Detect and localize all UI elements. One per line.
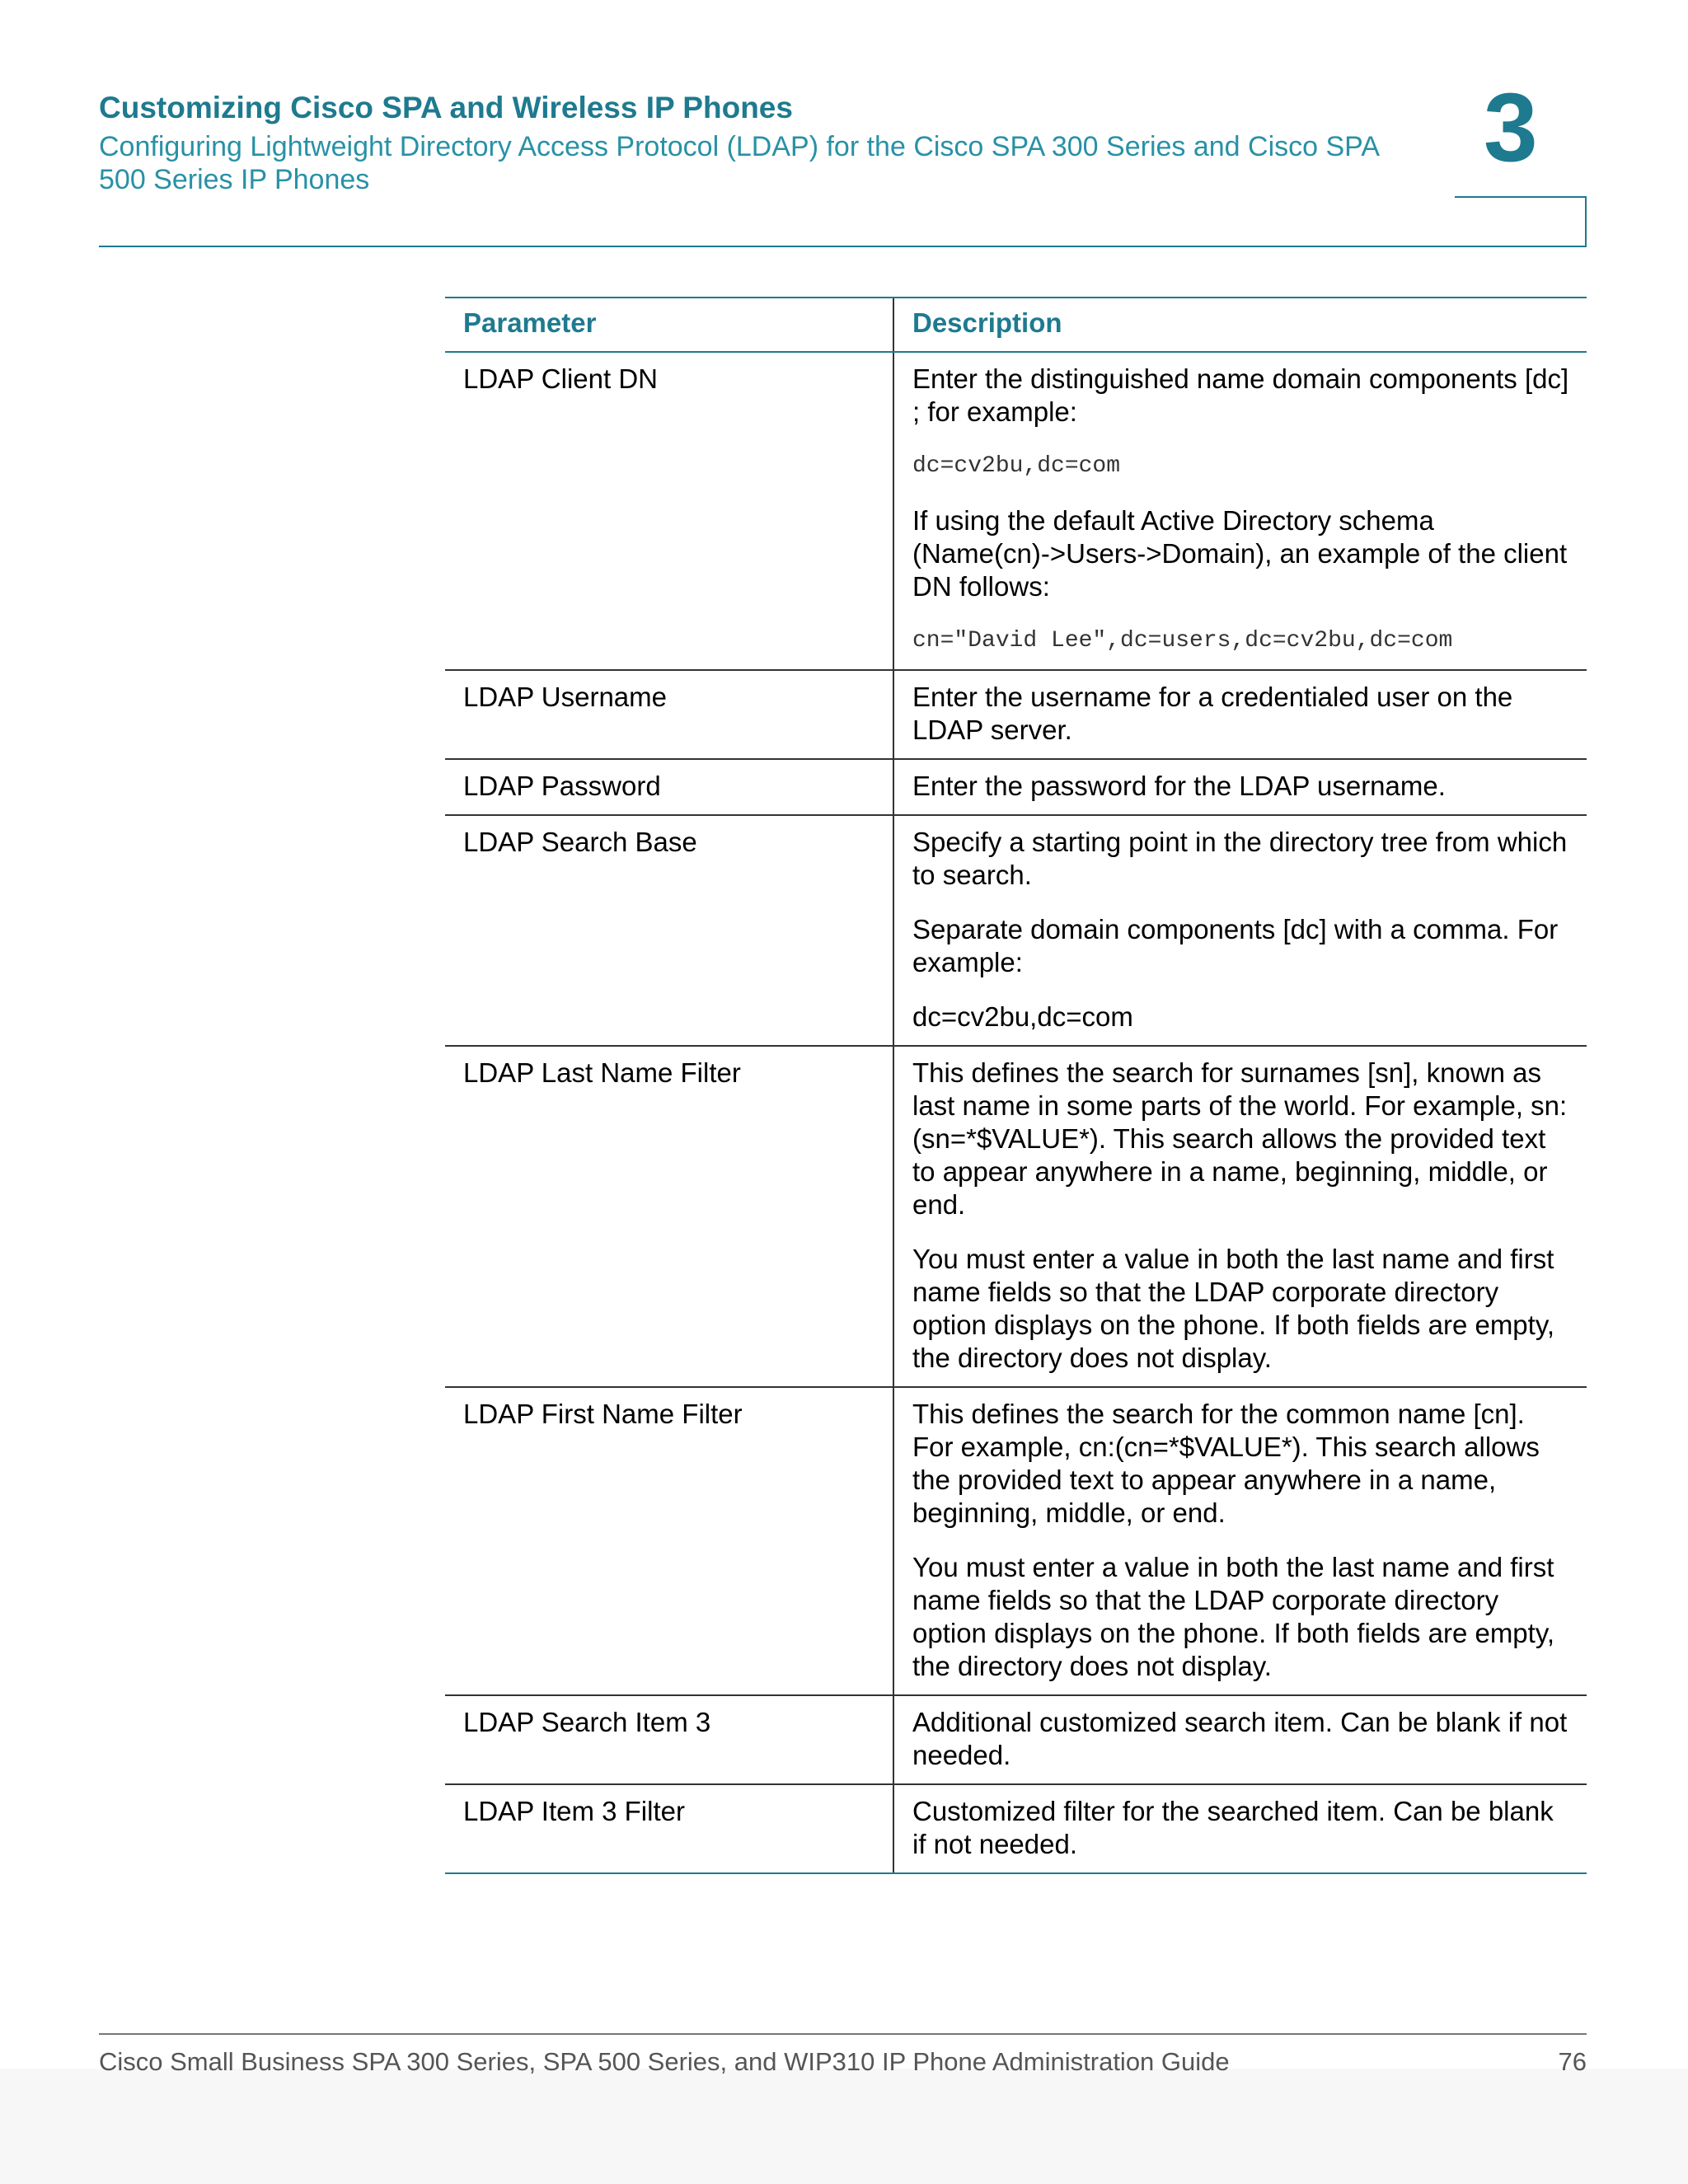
table-row — [445, 759, 1587, 815]
description-paragraph: If using the default Active Directory schema (Name(cn)->Users->Domain), an example of the client DN follows: — [912, 505, 1568, 602]
table-row — [445, 1387, 1587, 1695]
parameter-table — [445, 297, 1587, 1874]
parameter-description — [893, 1046, 1587, 1387]
footer-guide-title: Cisco Small Business SPA 300 Series, SPA 500 Series, and WIP310 IP Phone Administration Guide — [99, 2047, 1230, 2076]
header-divider — [99, 246, 1587, 247]
parameter-description — [893, 1784, 1587, 1873]
parameter-name: LDAP Client DN — [445, 352, 893, 670]
parameter-name: LDAP First Name Filter — [445, 1387, 893, 1695]
description-paragraph: Enter the username for a credentialed user on the LDAP server. — [912, 682, 1513, 745]
description-paragraph: Customized filter for the searched item. Can be blank if not needed. — [912, 1796, 1554, 1859]
description-paragraph: This defines the search for the common name [cn]. For example, cn:(cn=*$VALUE*). This search allows the provided text to appear anywhere in a name, beginning, middle, or end. — [912, 1399, 1540, 1528]
parameter-description — [893, 759, 1587, 815]
section-title: Configuring Lightweight Directory Access Protocol (LDAP) for the Cisco SPA 300 Series and Cisco SPA 500 Series IP Phones — [99, 131, 1379, 195]
description-paragraph: Separate domain components [dc] with a comma. For example: — [912, 914, 1559, 977]
table-row — [445, 815, 1587, 1046]
table-row — [445, 1695, 1587, 1784]
parameter-name: LDAP Search Item 3 — [445, 1695, 893, 1784]
description-paragraph: You must enter a value in both the last name and first name fields so that the LDAP corporate directory option displays on the phone. If both fields are empty, the directory does not display. — [912, 1552, 1555, 1681]
parameter-name: LDAP Username — [445, 670, 893, 759]
table-header-row — [445, 298, 1587, 352]
description-paragraph: This defines the search for surnames [sn], known as last name in some parts of the world. For example, sn:(sn=*$VALUE*). This search allows the provided text to appear anywhere in a name, beginning, middle, or end. — [912, 1057, 1568, 1220]
parameter-name: LDAP Search Base — [445, 815, 893, 1046]
table-row — [445, 352, 1587, 670]
description-paragraph: dc=cv2bu,dc=com — [912, 1001, 1133, 1032]
description-paragraph: Additional customized search item. Can be blank if not needed. — [912, 1707, 1568, 1770]
code-example: cn="David Lee",dc=users,dc=cv2bu,dc=com — [912, 628, 1453, 654]
description-paragraph: Enter the password for the LDAP username. — [912, 771, 1446, 801]
code-example: dc=cv2bu,dc=com — [912, 453, 1121, 479]
parameter-description — [893, 815, 1587, 1046]
chapter-title: Customizing Cisco SPA and Wireless IP Phones — [99, 91, 793, 124]
description-paragraph: Specify a starting point in the directory tree from which to search. — [912, 827, 1568, 890]
chapter-number: 3 — [1484, 73, 1538, 182]
page-number: 76 — [1558, 2047, 1587, 2076]
table-body — [445, 352, 1587, 1873]
parameter-description — [893, 1387, 1587, 1695]
description-paragraph: You must enter a value in both the last name and first name fields so that the LDAP corporate directory option displays on the phone. If both fields are empty, the directory does not display. — [912, 1244, 1555, 1373]
parameter-name: LDAP Item 3 Filter — [445, 1784, 893, 1873]
parameter-name: LDAP Password — [445, 759, 893, 815]
chapter-number-box — [1455, 196, 1587, 246]
parameter-description — [893, 352, 1587, 670]
table-row — [445, 670, 1587, 759]
table-row — [445, 1046, 1587, 1387]
description-paragraph: Enter the distinguished name domain components [dc] ; for example: — [912, 363, 1569, 427]
parameter-description — [893, 1695, 1587, 1784]
parameter-name: LDAP Last Name Filter — [445, 1046, 893, 1387]
column-header-parameter: Parameter — [445, 298, 893, 352]
page-bottom-shade — [0, 2069, 1688, 2184]
page-header — [99, 89, 1385, 196]
parameter-description — [893, 670, 1587, 759]
footer-divider — [99, 2033, 1587, 2035]
column-header-description: Description — [893, 298, 1587, 352]
table-row — [445, 1784, 1587, 1873]
